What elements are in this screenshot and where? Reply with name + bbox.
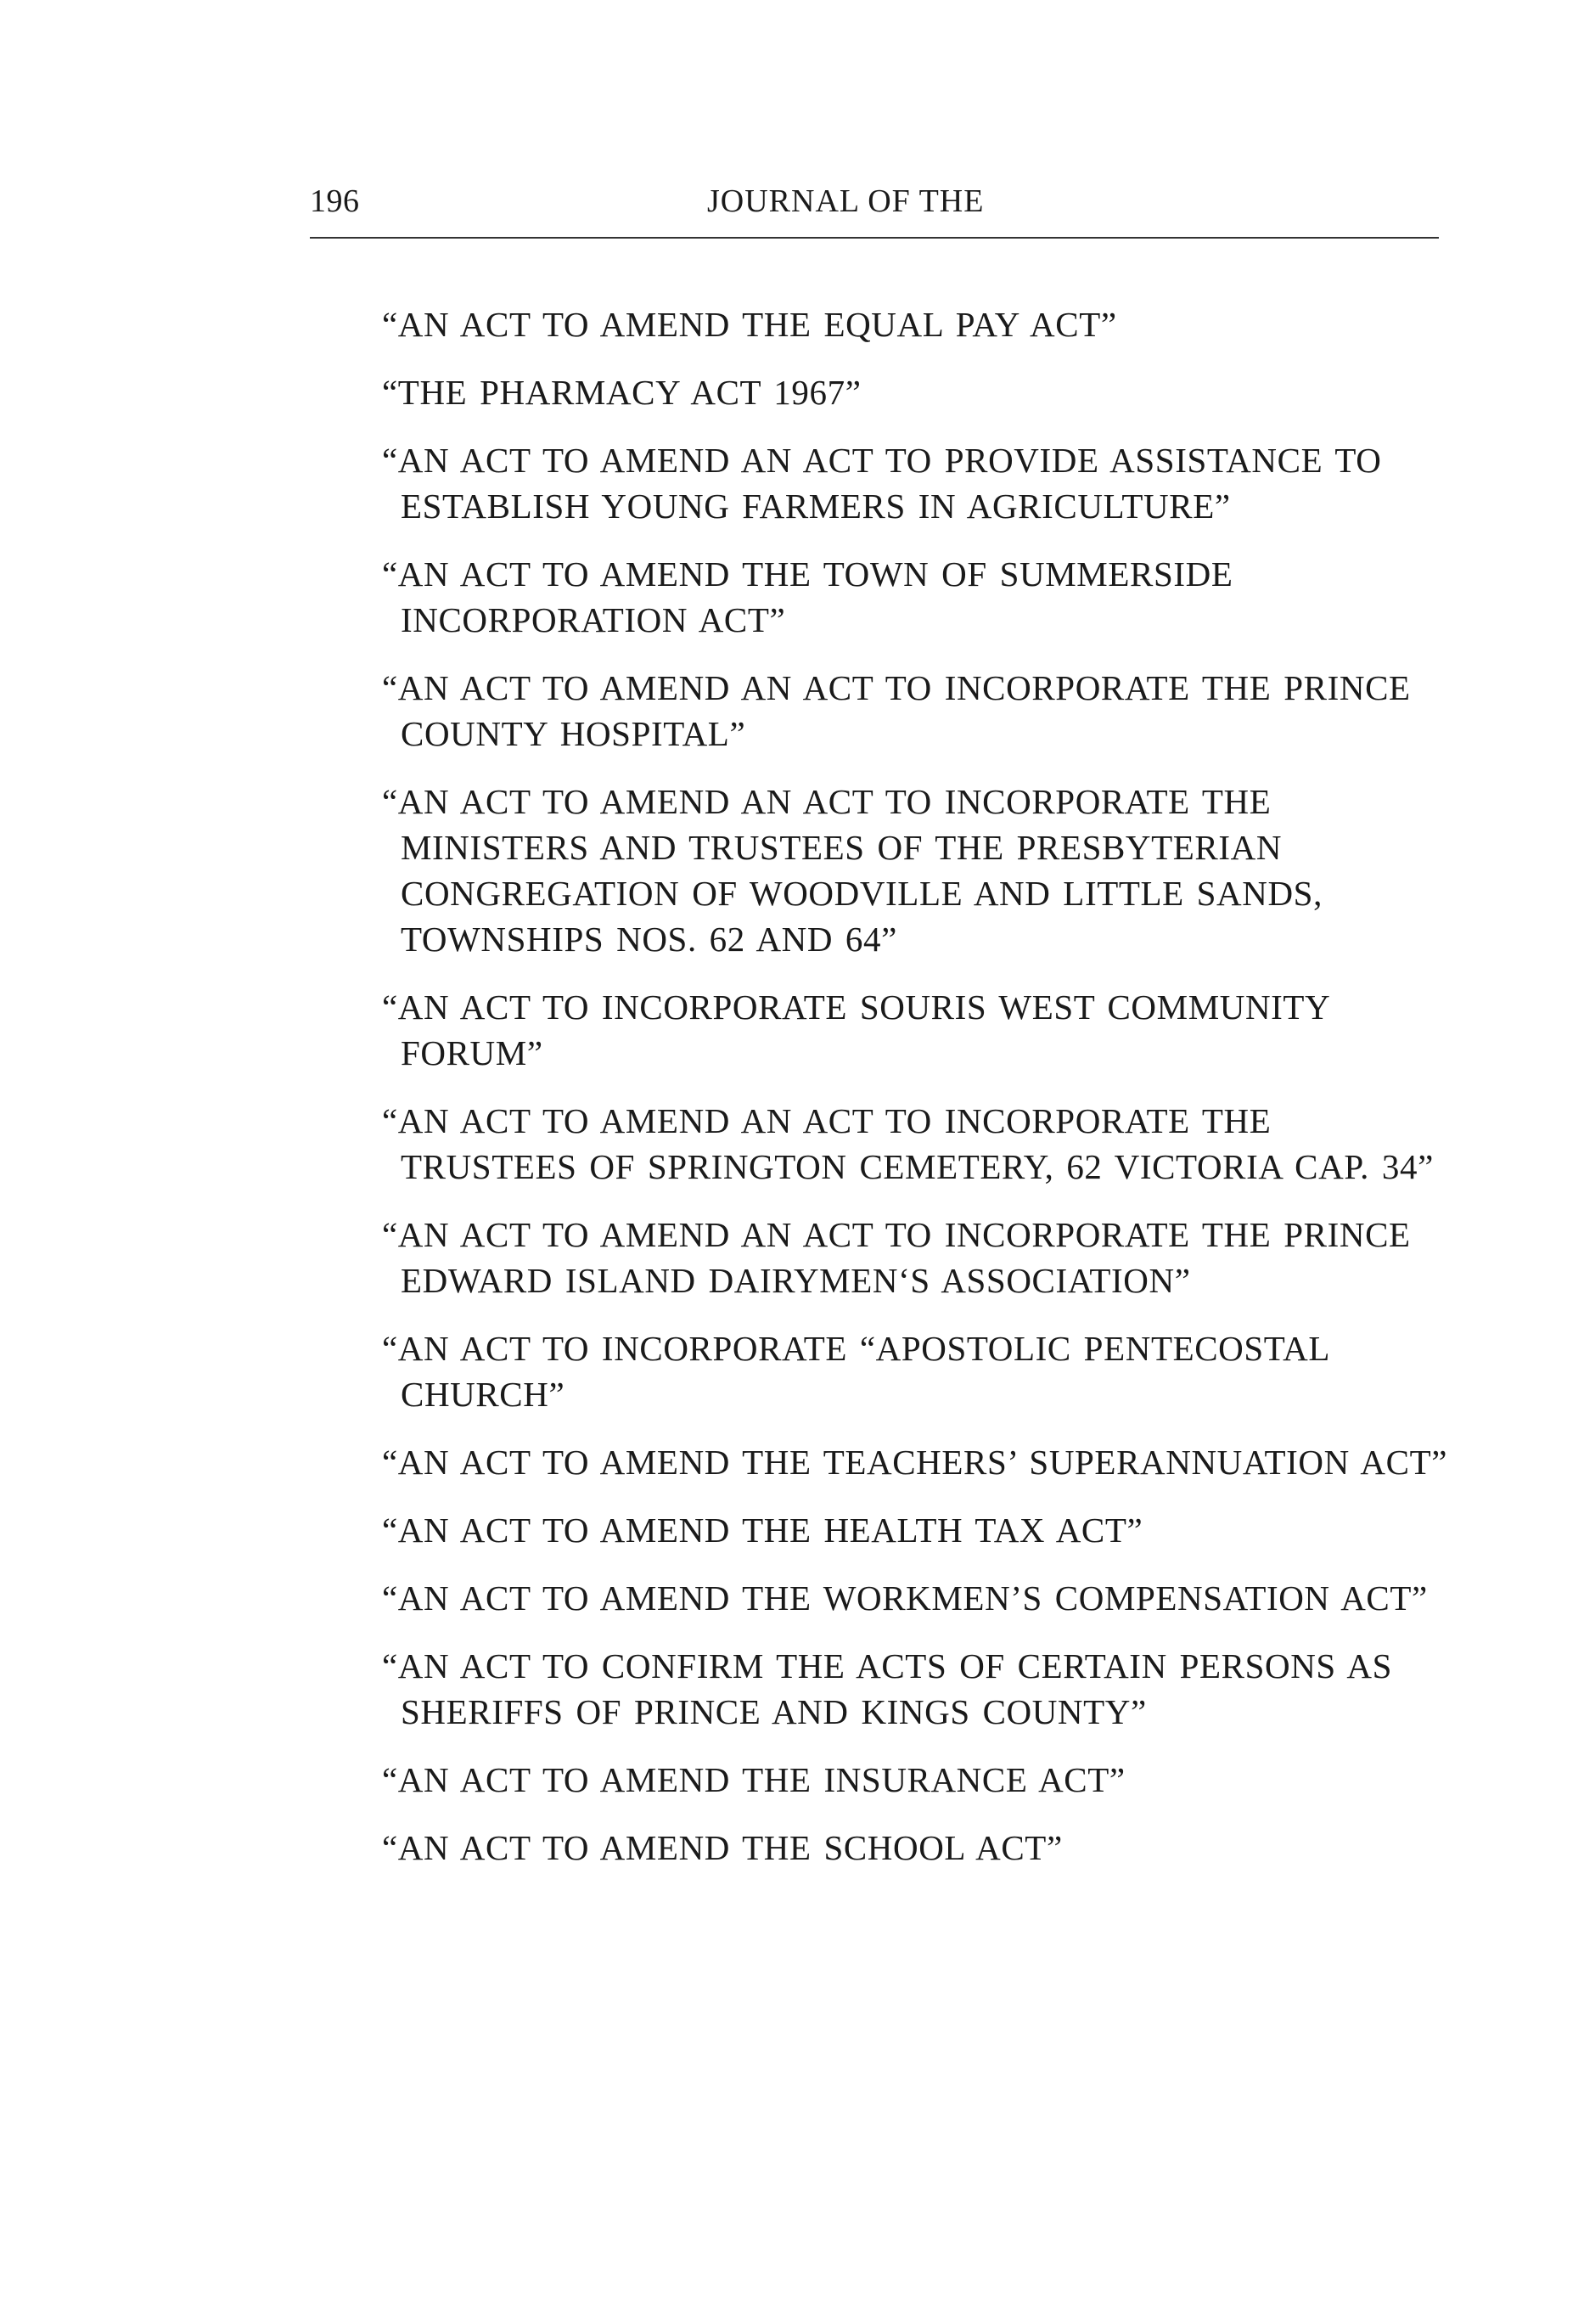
act-entry: “AN ACT TO INCORPORATE “APOSTOLIC PENTECOSTAL CHURCH”: [382, 1329, 1329, 1414]
act-entry: “THE PHARMACY ACT 1967”: [382, 373, 862, 412]
act-entry: “AN ACT TO AMEND THE SCHOOL ACT”: [382, 1828, 1063, 1867]
running-head: [310, 183, 1439, 234]
acts-list: [382, 301, 1452, 1893]
act-entry: “AN ACT TO AMEND THE WORKMEN’S COMPENSATION ACT”: [382, 1578, 1428, 1618]
act-entry: “AN ACT TO CONFIRM THE ACTS OF CERTAIN PERSONS AS SHERIFFS OF PRINCE AND KINGS COUNTY”: [382, 1646, 1393, 1731]
act-entry: “AN ACT TO AMEND THE TEACHERS’ SUPERANNUATION ACT”: [382, 1443, 1448, 1482]
act-entry: “AN ACT TO AMEND THE HEALTH TAX ACT”: [382, 1511, 1143, 1550]
act-entry: “AN ACT TO AMEND THE EQUAL PAY ACT”: [382, 305, 1117, 344]
running-title: JOURNAL OF THE: [707, 183, 985, 219]
act-entry: “AN ACT TO AMEND THE INSURANCE ACT”: [382, 1760, 1126, 1799]
act-entry: “AN ACT TO INCORPORATE SOURIS WEST COMMUNITY FORUM”: [382, 988, 1329, 1072]
act-entry: “AN ACT TO AMEND THE TOWN OF SUMMERSIDE INCORPORATION ACT”: [382, 554, 1233, 639]
act-entry: “AN ACT TO AMEND AN ACT TO INCORPORATE THE PRINCE COUNTY HOSPITAL”: [382, 668, 1411, 753]
act-entry: “AN ACT TO AMEND AN ACT TO PROVIDE ASSISTANCE TO ESTABLISH YOUNG FARMERS IN AGRICULTURE”: [382, 441, 1382, 526]
page-number: 196: [310, 183, 360, 219]
act-entry: “AN ACT TO AMEND AN ACT TO INCORPORATE THE PRINCE EDWARD ISLAND DAIRYMEN‘S ASSOCIATION”: [382, 1215, 1411, 1300]
header-rule: [310, 237, 1439, 239]
act-entry: “AN ACT TO AMEND AN ACT TO INCORPORATE THE MINISTERS AND TRUSTEES OF THE PRESBYTERIAN CONGREGATION OF WOODVILLE AND LITTLE SANDS, TOWNSHIPS NOS. 62 AND 64”: [382, 782, 1323, 959]
act-entry: “AN ACT TO AMEND AN ACT TO INCORPORATE THE TRUSTEES OF SPRINGTON CEMETERY, 62 VICTORIA CAP. 34”: [382, 1101, 1434, 1186]
